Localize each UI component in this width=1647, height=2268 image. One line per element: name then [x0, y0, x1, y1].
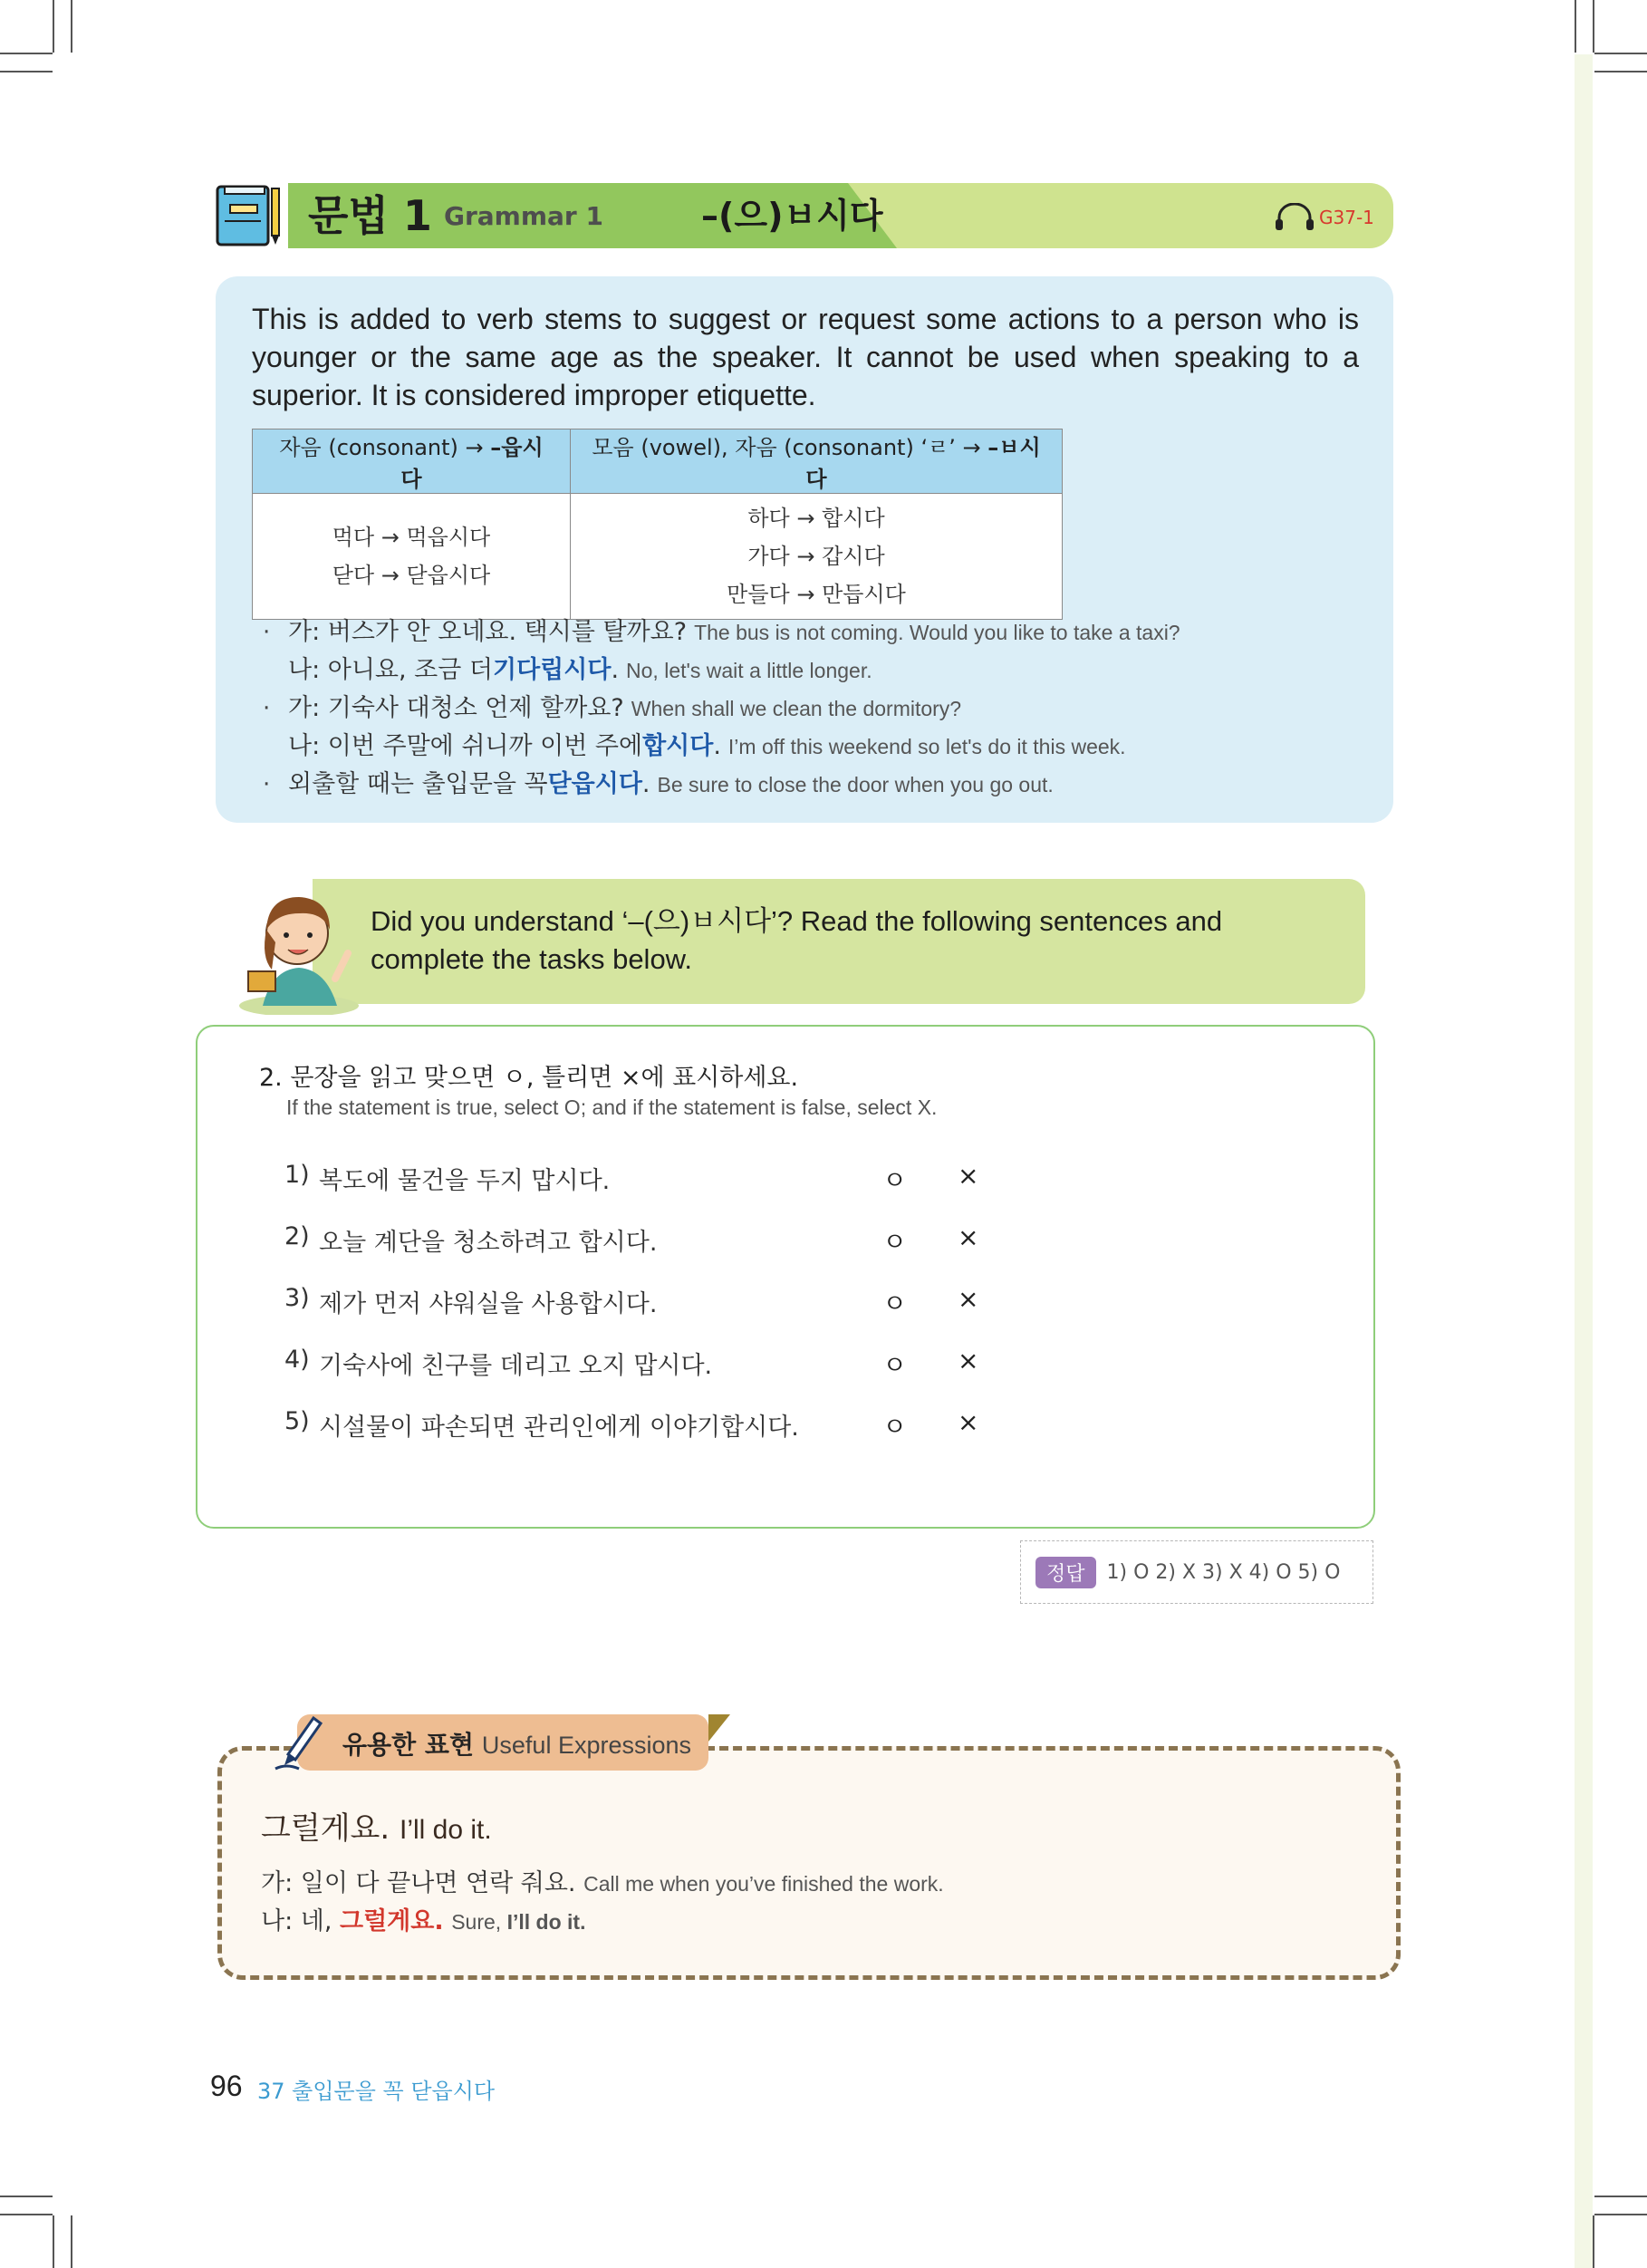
check-banner: [313, 879, 1365, 1004]
useful-title-ko: 유용한 표현: [342, 1730, 474, 1760]
example-korean: 나: 아니요, 조금 더: [288, 656, 494, 684]
example-line: [263, 726, 1368, 764]
quiz-item-text: 오늘 계단을 청소하려고 합시다.: [319, 1229, 658, 1257]
true-option[interactable]: ㅇ: [882, 1350, 908, 1380]
example-korean: 가: 기숙사 대청소 언제 할까요?: [288, 694, 624, 722]
false-option[interactable]: ×: [958, 1222, 979, 1252]
false-option[interactable]: ×: [958, 1284, 979, 1314]
crop-mark: [0, 2214, 53, 2215]
crop-mark: [0, 71, 53, 72]
example-english: When shall we clean the dormitory?: [631, 697, 962, 720]
example-korean-end: .: [641, 770, 650, 798]
teacher-character-illustration: [236, 870, 371, 1015]
example-bullet: ·: [263, 771, 271, 798]
quiz-item-number: 1): [284, 1161, 310, 1189]
grammar-box: [216, 276, 1393, 823]
example-list: [263, 612, 1368, 802]
crop-mark: [0, 2196, 53, 2197]
quiz-item-number: 4): [284, 1346, 310, 1374]
headphones-icon: [1274, 203, 1315, 232]
header-vowel-label: 모음 (vowel), 자음 (consonant) ‘ㄹ’ →: [592, 435, 988, 460]
table-header-vowel: [571, 429, 1063, 494]
header-vowel-ending: –ㅂ시다: [805, 435, 1041, 492]
example-english: I’m off this weekend so let's do it this week.: [727, 735, 1126, 758]
crop-mark: [0, 53, 53, 54]
true-option[interactable]: ㅇ: [882, 1288, 908, 1318]
check-banner-text: Did you understand ‘–(으)ㅂ시다’? Read the following sentences and complete the tasks below.: [371, 905, 1223, 975]
tab-fold: [708, 1714, 730, 1742]
example-line: [263, 612, 1368, 650]
conjugation-table: [252, 429, 1063, 620]
table-example: 닫다 → 닫읍시다: [332, 563, 491, 588]
page-side-strip: [1575, 54, 1593, 2268]
quiz-item: [284, 1346, 1009, 1382]
true-option[interactable]: ㅇ: [882, 1412, 908, 1442]
crop-mark: [1575, 0, 1576, 53]
quiz-instructions: If the statement is true, select O; and if the statement is false, select X.: [286, 1095, 938, 1119]
useful-headline-ko: 그럴게요.: [261, 1810, 390, 1847]
quiz-title: 2. 문장을 읽고 맞으면 ㅇ, 틀리면 ×에 표시하세요.: [259, 1064, 799, 1092]
crop-mark: [1594, 2214, 1647, 2215]
quiz-item-text: 시설물이 파손되면 관리인에게 이야기합시다.: [319, 1414, 799, 1442]
example-korean: 가: 버스가 안 오네요. 택시를 탈까요?: [288, 618, 688, 646]
answer-key: [1020, 1540, 1373, 1604]
quiz-item-text: 복도에 물건을 두지 맙시다.: [319, 1167, 611, 1195]
header-consonant-ending: –읍시다: [400, 435, 544, 492]
table-example: 하다 → 합시다: [747, 506, 885, 531]
false-option[interactable]: ×: [958, 1161, 979, 1191]
crop-mark: [1593, 0, 1594, 53]
crop-mark: [1594, 71, 1647, 72]
crop-mark: [1594, 2196, 1647, 2197]
useful-title-en: Useful Expressions: [481, 1732, 692, 1759]
header-pattern: –(으)ㅂ시다: [701, 196, 883, 236]
example-line: [263, 650, 1368, 688]
crop-mark: [1593, 2215, 1594, 2268]
pen-icon: [272, 1711, 326, 1774]
table-example: 먹다 → 먹읍시다: [332, 525, 491, 550]
book-pencil-icon: [216, 183, 283, 248]
quiz-item: [284, 1407, 1009, 1443]
audio-track-label: G37-1: [1319, 207, 1374, 228]
useful-dialog-line: [261, 1863, 944, 1898]
example-line: [263, 688, 1368, 726]
table-header-consonant: [253, 429, 571, 494]
example-english: Be sure to close the door when you go out.: [657, 773, 1054, 796]
grammar-header: [216, 183, 1393, 248]
useful-dialog-line: [261, 1901, 585, 1936]
table-cell-consonant: [253, 494, 571, 620]
crop-mark: [1594, 53, 1647, 54]
quiz-item-number: 5): [284, 1407, 310, 1435]
example-korean-end: .: [713, 732, 721, 760]
dialog-korean: 나: 네,: [261, 1907, 341, 1935]
crop-mark: [71, 2215, 72, 2268]
quiz-item-text: 제가 먼저 샤워실을 사용합시다.: [319, 1290, 658, 1318]
example-highlight: 닫읍시다: [547, 770, 642, 798]
chapter-title: 37 출입문을 꼭 닫읍시다: [257, 2079, 496, 2104]
useful-headline: [261, 1803, 492, 1848]
table-cell-vowel: [571, 494, 1063, 620]
dialog-english: Sure,: [451, 1910, 507, 1934]
quiz-item: [284, 1161, 1009, 1197]
header-subtitle: Grammar 1: [444, 201, 603, 231]
example-english: The bus is not coming. Would you like to take a taxi?: [694, 621, 1180, 644]
answer-badge: 정답: [1035, 1557, 1096, 1588]
crop-mark: [53, 2215, 54, 2268]
quiz-item: [284, 1222, 1009, 1259]
useful-headline-en: I’ll do it.: [400, 1815, 492, 1845]
table-example: 가다 → 갑시다: [747, 544, 885, 569]
dialog-english: Call me when you’ve finished the work.: [583, 1872, 944, 1896]
audio-track[interactable]: [1274, 201, 1374, 234]
false-option[interactable]: ×: [958, 1407, 979, 1437]
table-example: 만들다 → 만듭시다: [727, 582, 906, 607]
useful-expressions-title: [342, 1725, 691, 1761]
quiz-item-number: 2): [284, 1222, 310, 1250]
quiz-item: [284, 1284, 1009, 1320]
example-bullet: ·: [263, 619, 271, 646]
example-highlight: 합시다: [642, 732, 714, 760]
example-english: No, let's wait a little longer.: [626, 659, 872, 682]
false-option[interactable]: ×: [958, 1346, 979, 1375]
true-option[interactable]: ㅇ: [882, 1165, 908, 1195]
example-line: [263, 764, 1368, 802]
dialog-korean-highlight: 그럴게요.: [340, 1907, 444, 1935]
crop-mark: [53, 0, 54, 53]
header-title: 문법 1: [308, 191, 432, 240]
quiz-box: [196, 1025, 1375, 1529]
quiz-item-number: 3): [284, 1284, 310, 1312]
dialog-english-highlight: I’ll do it.: [506, 1910, 586, 1934]
true-option[interactable]: ㅇ: [882, 1227, 908, 1257]
crop-mark: [71, 0, 72, 53]
example-korean-end: .: [611, 656, 620, 684]
example-highlight: 기다립시다: [493, 656, 612, 684]
example-bullet: ·: [263, 695, 271, 722]
grammar-description: This is added to verb stems to suggest or request some actions to a person who is younger or the same age as the speaker. It cannot be used when speaking to a superior. It is considered improper etiquette.: [252, 303, 1359, 411]
header-consonant-label: 자음 (consonant) →: [279, 435, 491, 460]
page-number: 96: [210, 2070, 243, 2102]
example-korean: 외출할 때는 출입문을 꼭: [288, 770, 548, 798]
quiz-item-text: 기숙사에 친구를 데리고 오지 맙시다.: [319, 1352, 713, 1380]
answer-text: 1) O 2) X 3) X 4) O 5) O: [1106, 1560, 1341, 1584]
dialog-korean: 가: 일이 다 끝나면 연락 줘요.: [261, 1869, 576, 1897]
example-korean: 나: 이번 주말에 쉬니까 이번 주에: [288, 732, 643, 760]
